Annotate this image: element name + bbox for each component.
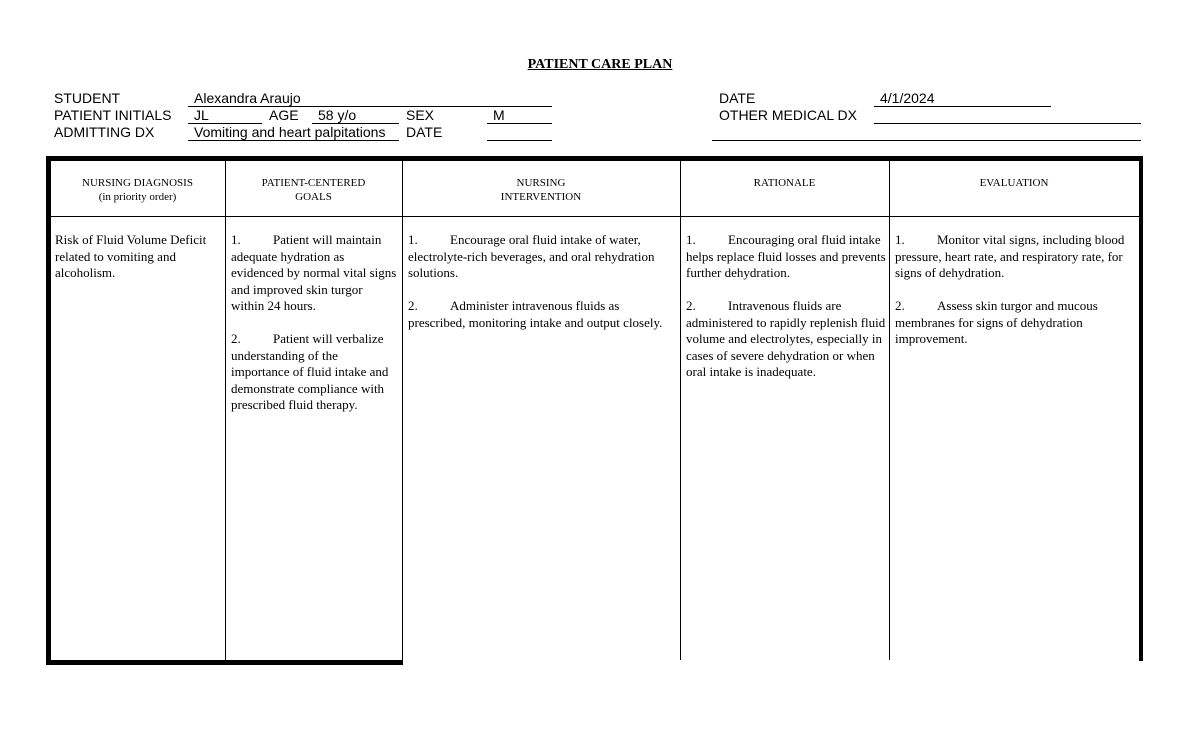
other-medical-dx-label: OTHER MEDICAL DX (719, 107, 857, 123)
intervention-item (408, 298, 676, 331)
column-header-line: PATIENT-CENTERED (261, 177, 366, 189)
item-number: 2. (231, 331, 241, 346)
item-number: 2. (686, 298, 696, 313)
sex-value[interactable]: M (493, 107, 505, 123)
diagnosis-cell (55, 232, 221, 298)
table-border-right (1139, 156, 1143, 661)
goal-item (231, 331, 397, 414)
column-header-line: GOALS (295, 191, 332, 203)
rationale-item (686, 232, 886, 282)
column-header-line: (in priority order) (98, 191, 177, 203)
other-medical-dx-underline (874, 123, 1141, 124)
rationale-item (686, 298, 886, 381)
student-label: STUDENT (54, 90, 121, 106)
column-header-line: RATIONALE (753, 177, 816, 189)
item-number: 1. (895, 232, 905, 247)
goal-text: Patient will verbalize understanding of the importance of fluid intake and demonstrate compliance with prescribed fluid therapy. (231, 331, 389, 412)
patient-initials-value[interactable]: JL (194, 107, 209, 123)
column-header-line: INTERVENTION (500, 191, 582, 203)
sex-underline (487, 123, 552, 124)
rationale-text: Intravenous fluids are administered to rapidly replenish fluid volume and electrolytes, especially in cases of severe dehydration or when oral intake is inadequate. (686, 298, 886, 379)
age-label: AGE (269, 107, 299, 123)
evaluation-cell (895, 232, 1135, 364)
table-header-divider (50, 216, 1139, 217)
intervention-text: Encourage oral fluid intake of water, electrolyte-rich beverages, and oral rehydration solutions. (408, 232, 655, 280)
goal-item (231, 232, 397, 315)
student-value[interactable]: Alexandra Araujo (194, 90, 301, 106)
column-header-diagnosis (50, 176, 225, 204)
admitting-dx-underline (188, 140, 399, 141)
date-value[interactable]: 4/1/2024 (880, 90, 935, 106)
admit-date-underline (487, 140, 552, 141)
diagnosis-text: Risk of Fluid Volume Deficit related to vomiting and alcoholism. (55, 232, 207, 280)
evaluation-text: Assess skin turgor and mucous membranes for signs of dehydration improvement. (895, 298, 1098, 346)
column-header-line: NURSING (516, 177, 566, 189)
column-divider-1 (225, 160, 226, 661)
column-header-goals (225, 176, 402, 204)
rationale-cell (686, 232, 886, 397)
age-value[interactable]: 58 y/o (318, 107, 357, 123)
rationale-text: Encouraging oral fluid intake helps replace fluid losses and prevents further dehydration. (686, 232, 886, 280)
table-border-bottom (46, 661, 403, 665)
item-number: 1. (686, 232, 696, 247)
column-header-line: NURSING DIAGNOSIS (82, 177, 193, 189)
admit-date-label: DATE (406, 124, 443, 140)
intervention-item (408, 232, 676, 282)
column-header-evaluation (889, 176, 1139, 190)
table-inner-top (50, 160, 1139, 161)
item-number: 1. (231, 232, 241, 247)
goals-cell (231, 232, 397, 430)
column-divider-3 (680, 160, 681, 660)
admitting-dx-value[interactable]: Vomiting and heart palpitations (194, 124, 386, 140)
table-inner-left (50, 160, 51, 661)
item-number: 1. (408, 232, 418, 247)
evaluation-item (895, 232, 1135, 282)
patient-initials-label: PATIENT INITIALS (54, 107, 172, 123)
intervention-cell (408, 232, 676, 348)
sex-label: SEX (406, 107, 435, 123)
column-header-rationale (680, 176, 889, 190)
item-number: 2. (408, 298, 418, 313)
intervention-text: Administer intravenous fluids as prescribed, monitoring intake and output closely. (408, 298, 663, 330)
column-divider-4 (889, 160, 890, 660)
evaluation-text: Monitor vital signs, including blood pressure, heart rate, and respiratory rate, for signs of dehydration. (895, 232, 1125, 280)
admitting-dx-label: ADMITTING DX (54, 124, 155, 140)
table-inner-bottom (50, 660, 403, 661)
goal-text: Patient will maintain adequate hydration as evidenced by normal vital signs and improved skin turgor within 24 hours. (231, 232, 397, 313)
column-header-intervention (402, 176, 680, 204)
column-divider-2 (402, 160, 403, 665)
page-title: PATIENT CARE PLAN (527, 57, 673, 72)
column-header-line: EVALUATION (979, 177, 1049, 189)
other-medical-dx-line-2 (712, 140, 1141, 141)
date-underline (874, 106, 1051, 107)
item-number: 2. (895, 298, 905, 313)
evaluation-item (895, 298, 1135, 348)
date-label: DATE (719, 90, 756, 106)
